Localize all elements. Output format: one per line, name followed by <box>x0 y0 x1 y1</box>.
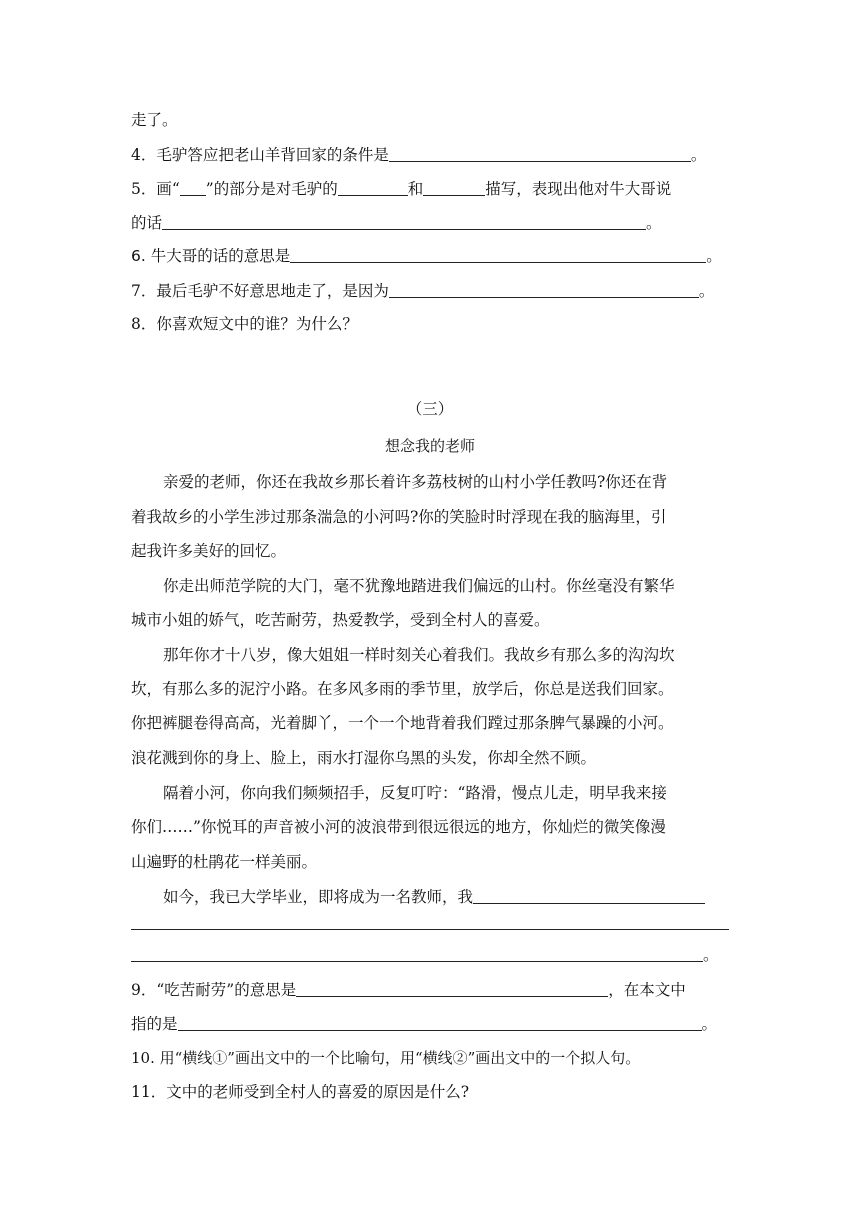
answer-blank[interactable] <box>162 213 646 230</box>
paragraph-4-line: 山遍野的杜鹃花一样美丽。 <box>131 853 318 871</box>
section-number: （三） <box>406 400 454 418</box>
paragraph-3-line: 你把裤腿卷得高高，光着脚丫，一个一个地背着我们蹚过那条脾气暴躁的小河。 <box>131 714 674 732</box>
answer-blank[interactable] <box>290 246 706 263</box>
paragraph-4-line: 隔着小河，你向我们频频招手，反复叮咛：“路滑，慢点儿走，明早我来接 <box>163 784 667 802</box>
paragraph-5-end: 。 <box>131 944 731 966</box>
paragraph-1-line: 亲爱的老师，你还在我故乡那长着许多荔枝树的山村小学任教吗?你还在背 <box>163 473 668 491</box>
paragraph-2-line: 城市小姐的娇气，吃苦耐劳，热爱教学，受到全村人的喜爱。 <box>131 611 550 629</box>
paragraph-5-line: 如今，我已大学毕业，即将成为一名教师，我 <box>163 886 733 908</box>
question-8: 8．你喜欢短文中的谁？为什么？ <box>131 315 358 333</box>
answer-blank[interactable] <box>389 145 691 162</box>
question-11: 11．文中的老师受到全村人的喜爱的原因是什么? <box>131 1083 470 1101</box>
question-4: 4．毛驴答应把老山羊背回家的条件是 。 <box>131 146 707 164</box>
answer-blank[interactable] <box>296 980 608 997</box>
paragraph-3-line: 坎，有那么多的泥泞小路。在多风多雨的季节里，放学后，你总是送我们回家。 <box>131 680 674 698</box>
paragraph-1-line: 着我故乡的小学生涉过那条湍急的小河吗?你的笑脸时时浮现在我的脑海里，引 <box>131 508 667 526</box>
question-7: 7．最后毛驴不好意思地走了，是因为 。 <box>131 282 715 300</box>
passage-continuation: 走了。 <box>131 111 178 129</box>
question-5: 5．画“ ”的部分是对毛驴的 和 描写，表现出他对牛大哥说 <box>131 180 672 198</box>
answer-blank[interactable] <box>389 281 699 298</box>
paragraph-2-line: 你走出师范学院的大门，毫不犹豫地踏进我们偏远的山村。你丝毫没有繁华 <box>163 577 675 595</box>
underline-sample <box>180 179 206 196</box>
question-5-cont: 的话 。 <box>131 214 662 232</box>
question-10: 10. 用“横线①”画出文中的一个比喻句，用“横线②”画出文中的一个拟人句。 <box>131 1049 641 1067</box>
answer-blank[interactable] <box>131 945 703 962</box>
answer-blank[interactable] <box>338 179 408 196</box>
paragraph-3-line: 浪花溅到你的身上、脸上，雨水打湿你乌黑的头发，你却全然不顾。 <box>131 749 597 767</box>
paragraph-1-line: 起我许多美好的回忆。 <box>131 542 287 560</box>
answer-blank[interactable] <box>473 887 705 904</box>
answer-blank[interactable] <box>178 1014 702 1031</box>
question-9: 9．“吃苦耐劳”的意思是 ，在本文中 <box>131 981 686 999</box>
paragraph-3-line: 那年你才十八岁，像大姐姐一样时刻关心着我们。我故乡有那么多的沟沟坎 <box>163 646 675 664</box>
passage-title: 想念我的老师 <box>384 437 475 455</box>
question-6: 6. 牛大哥的话的意思是 。 <box>131 247 722 265</box>
question-9-cont: 指的是 。 <box>131 1015 718 1033</box>
paragraph-4-line: 你们……”你悦耳的声音被小河的波浪带到很远很远的地方，你灿烂的微笑像漫 <box>131 818 666 836</box>
answer-line[interactable] <box>131 929 729 930</box>
answer-blank[interactable] <box>423 179 485 196</box>
